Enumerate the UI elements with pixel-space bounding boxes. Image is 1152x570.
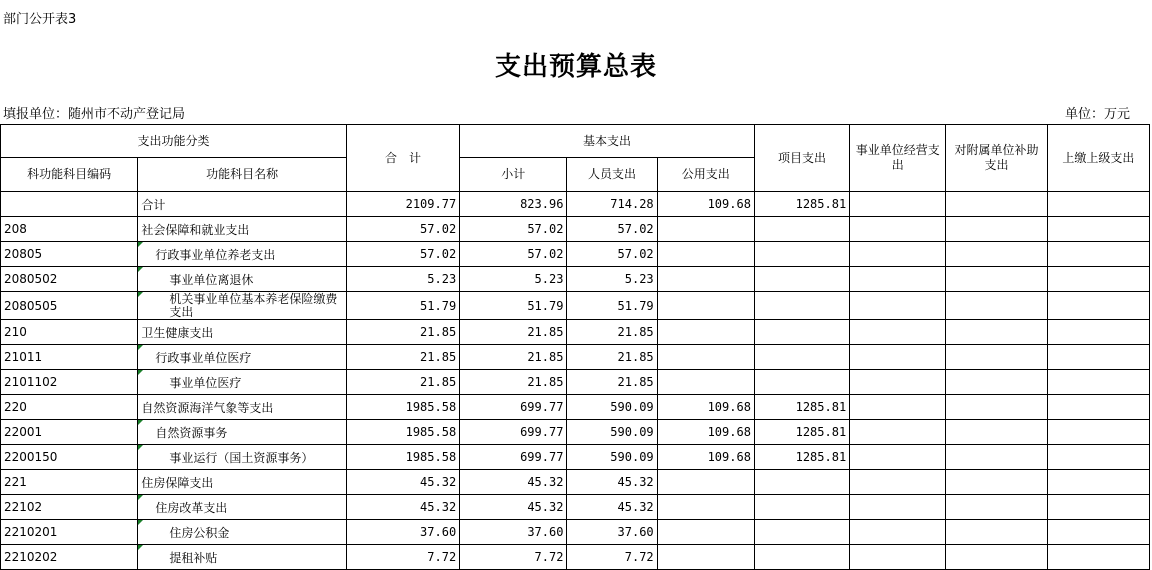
row-upper-cell — [1047, 192, 1149, 217]
row-project-cell — [754, 267, 849, 292]
basic-expenditure-header: 基本支出 — [460, 125, 755, 158]
row-upper-cell — [1047, 292, 1149, 320]
name-header: 功能科目名称 — [138, 158, 347, 192]
row-total-cell: 57.02 — [346, 242, 459, 267]
row-subtotal-cell: 57.02 — [460, 242, 567, 267]
row-name-cell — [138, 495, 347, 520]
row-personnel-cell: 21.85 — [567, 345, 657, 370]
row-public-cell — [657, 292, 754, 320]
row-business-cell — [850, 242, 946, 267]
row-total-cell: 21.85 — [346, 320, 459, 345]
row-project-cell: 1285.81 — [754, 420, 849, 445]
row-subsidy-cell — [946, 395, 1047, 420]
comment-marker-icon — [138, 495, 143, 500]
row-upper-cell — [1047, 345, 1149, 370]
table-row — [1, 217, 1150, 242]
row-subsidy-cell — [946, 520, 1047, 545]
row-subsidy-cell — [946, 470, 1047, 495]
row-public-cell — [657, 470, 754, 495]
row-code-cell: 2080505 — [1, 292, 138, 320]
row-business-cell — [850, 320, 946, 345]
row-name-cell — [138, 520, 347, 545]
table-row — [1, 370, 1150, 395]
row-project-cell — [754, 217, 849, 242]
row-code-cell: 22102 — [1, 495, 138, 520]
row-business-cell — [850, 370, 946, 395]
reporting-unit: 填报单位：随州市不动产登记局 — [3, 107, 186, 122]
row-name-label: 行政事业单位养老支出 — [155, 247, 276, 262]
row-code-cell: 2200150 — [1, 445, 138, 470]
row-name-label: 机关事业单位基本养老保险缴费支出 — [169, 292, 338, 319]
row-code-cell: 210 — [1, 320, 138, 345]
row-subsidy-cell — [946, 192, 1047, 217]
row-subtotal-cell: 37.60 — [460, 520, 567, 545]
row-name-cell — [138, 320, 347, 345]
row-name-label: 自然资源事务 — [155, 425, 228, 440]
row-name-label: 自然资源海洋气象等支出 — [141, 400, 274, 415]
row-public-cell — [657, 520, 754, 545]
row-personnel-cell: 37.60 — [567, 520, 657, 545]
row-name-cell — [138, 445, 347, 470]
row-business-cell — [850, 420, 946, 445]
row-total-cell: 1985.58 — [346, 395, 459, 420]
row-project-cell: 1285.81 — [754, 445, 849, 470]
row-personnel-cell: 590.09 — [567, 395, 657, 420]
row-upper-cell — [1047, 242, 1149, 267]
row-subsidy-cell — [946, 320, 1047, 345]
row-subtotal-cell: 45.32 — [460, 495, 567, 520]
row-code-cell: 2210202 — [1, 545, 138, 570]
comment-marker-icon — [138, 267, 143, 272]
table-row — [1, 345, 1150, 370]
row-code-cell: 20805 — [1, 242, 138, 267]
row-upper-cell — [1047, 320, 1149, 345]
row-business-cell — [850, 520, 946, 545]
row-subtotal-cell: 5.23 — [460, 267, 567, 292]
row-subtotal-cell: 57.02 — [460, 217, 567, 242]
row-total-cell: 7.72 — [346, 545, 459, 570]
row-public-cell: 109.68 — [657, 192, 754, 217]
row-code-cell: 21011 — [1, 345, 138, 370]
row-project-cell — [754, 292, 849, 320]
row-project-cell: 1285.81 — [754, 395, 849, 420]
row-business-cell — [850, 292, 946, 320]
row-name-label: 事业运行（国土资源事务） — [169, 450, 314, 465]
row-total-cell: 37.60 — [346, 520, 459, 545]
table-row — [1, 242, 1150, 267]
row-personnel-cell: 7.72 — [567, 545, 657, 570]
page-title: 支出预算总表 — [494, 52, 657, 82]
row-business-cell — [850, 395, 946, 420]
row-total-cell: 45.32 — [346, 470, 459, 495]
row-public-cell — [657, 495, 754, 520]
row-name-label: 住房改革支出 — [155, 500, 228, 515]
row-business-cell — [850, 345, 946, 370]
row-public-cell — [657, 320, 754, 345]
row-name-cell — [138, 345, 347, 370]
expenditure-budget-table — [0, 124, 1150, 570]
row-subtotal-cell: 699.77 — [460, 420, 567, 445]
row-subsidy-cell — [946, 345, 1047, 370]
row-code-cell — [1, 192, 138, 217]
row-name-label: 行政事业单位医疗 — [155, 350, 252, 365]
row-upper-cell — [1047, 395, 1149, 420]
project-expenditure-header: 项目支出 — [754, 125, 849, 192]
row-business-cell — [850, 470, 946, 495]
code-header: 科功能科目编码 — [1, 158, 138, 192]
row-subsidy-cell — [946, 267, 1047, 292]
row-personnel-cell: 57.02 — [567, 217, 657, 242]
row-total-cell: 21.85 — [346, 345, 459, 370]
row-project-cell — [754, 470, 849, 495]
row-business-cell — [850, 192, 946, 217]
row-public-cell: 109.68 — [657, 445, 754, 470]
comment-marker-icon — [138, 445, 143, 450]
comment-marker-icon — [138, 520, 143, 525]
row-name-cell — [138, 420, 347, 445]
upper-expenditure-header: 上缴上级支出 — [1047, 125, 1149, 192]
row-total-cell: 57.02 — [346, 217, 459, 242]
row-public-cell — [657, 217, 754, 242]
row-business-cell — [850, 495, 946, 520]
row-total-cell: 1985.58 — [346, 420, 459, 445]
table-row — [1, 470, 1150, 495]
row-name-cell — [138, 292, 347, 320]
row-total-cell: 21.85 — [346, 370, 459, 395]
row-subtotal-cell: 21.85 — [460, 370, 567, 395]
row-total-cell: 45.32 — [346, 495, 459, 520]
row-code-cell: 22001 — [1, 420, 138, 445]
row-subtotal-cell: 51.79 — [460, 292, 567, 320]
row-name-label: 提租补贴 — [169, 550, 218, 565]
row-total-cell: 2109.77 — [346, 192, 459, 217]
row-subsidy-cell — [946, 370, 1047, 395]
row-code-cell: 220 — [1, 395, 138, 420]
total-header: 合 计 — [346, 125, 459, 192]
row-upper-cell — [1047, 470, 1149, 495]
row-personnel-cell: 57.02 — [567, 242, 657, 267]
table-row — [1, 292, 1150, 320]
comment-marker-icon — [138, 292, 143, 297]
row-name-cell — [138, 192, 347, 217]
row-subtotal-cell: 7.72 — [460, 545, 567, 570]
table-row — [1, 445, 1150, 470]
row-upper-cell — [1047, 217, 1149, 242]
comment-marker-icon — [138, 345, 143, 350]
row-name-cell — [138, 217, 347, 242]
table-row — [1, 320, 1150, 345]
row-total-cell: 1985.58 — [346, 445, 459, 470]
table-row — [1, 395, 1150, 420]
row-code-cell: 2080502 — [1, 267, 138, 292]
row-subsidy-cell — [946, 420, 1047, 445]
row-code-cell: 208 — [1, 217, 138, 242]
row-project-cell — [754, 242, 849, 267]
row-name-cell — [138, 370, 347, 395]
row-subtotal-cell: 21.85 — [460, 345, 567, 370]
table-row — [1, 520, 1150, 545]
row-name-label: 合计 — [141, 197, 166, 212]
currency-unit: 单位：万元 — [1064, 107, 1130, 122]
row-business-cell — [850, 267, 946, 292]
row-name-cell — [138, 267, 347, 292]
comment-marker-icon — [138, 420, 143, 425]
row-personnel-cell: 21.85 — [567, 320, 657, 345]
row-subtotal-cell: 699.77 — [460, 445, 567, 470]
row-business-cell — [850, 445, 946, 470]
row-name-cell — [138, 242, 347, 267]
row-total-cell: 5.23 — [346, 267, 459, 292]
row-project-cell — [754, 520, 849, 545]
row-code-cell: 2210201 — [1, 520, 138, 545]
row-subtotal-cell: 823.96 — [460, 192, 567, 217]
row-name-label: 住房保障支出 — [141, 475, 214, 490]
row-public-cell — [657, 370, 754, 395]
row-public-cell — [657, 242, 754, 267]
row-personnel-cell: 21.85 — [567, 370, 657, 395]
public-header: 公用支出 — [657, 158, 754, 192]
row-name-label: 事业单位离退休 — [169, 272, 254, 287]
table-row — [1, 267, 1150, 292]
row-upper-cell — [1047, 267, 1149, 292]
row-business-cell — [850, 217, 946, 242]
row-subtotal-cell: 699.77 — [460, 395, 567, 420]
business-expenditure-header: 事业单位经营支出 — [850, 125, 946, 192]
row-upper-cell — [1047, 420, 1149, 445]
row-code-cell: 221 — [1, 470, 138, 495]
row-name-label: 卫生健康支出 — [141, 325, 214, 340]
row-public-cell: 109.68 — [657, 395, 754, 420]
row-project-cell: 1285.81 — [754, 192, 849, 217]
row-code-cell: 2101102 — [1, 370, 138, 395]
row-name-label: 事业单位医疗 — [169, 375, 242, 390]
row-personnel-cell: 714.28 — [567, 192, 657, 217]
comment-marker-icon — [138, 545, 143, 550]
comment-marker-icon — [138, 370, 143, 375]
row-name-label: 社会保障和就业支出 — [141, 222, 250, 237]
row-personnel-cell: 51.79 — [567, 292, 657, 320]
row-subsidy-cell — [946, 242, 1047, 267]
row-subtotal-cell: 45.32 — [460, 470, 567, 495]
row-upper-cell — [1047, 370, 1149, 395]
row-project-cell — [754, 495, 849, 520]
table-row — [1, 420, 1150, 445]
row-personnel-cell: 45.32 — [567, 495, 657, 520]
sheet-label: 部门公开表3 — [3, 12, 77, 27]
row-subsidy-cell — [946, 217, 1047, 242]
row-name-cell — [138, 395, 347, 420]
row-public-cell — [657, 345, 754, 370]
row-upper-cell — [1047, 445, 1149, 470]
comment-marker-icon — [138, 242, 143, 247]
header-row-1 — [1, 125, 1150, 158]
row-public-cell — [657, 267, 754, 292]
row-subsidy-cell — [946, 445, 1047, 470]
row-name-label: 住房公积金 — [169, 525, 230, 540]
row-personnel-cell: 590.09 — [567, 445, 657, 470]
row-upper-cell — [1047, 520, 1149, 545]
row-name-cell — [138, 470, 347, 495]
subsidy-expenditure-header: 对附属单位补助支出 — [946, 125, 1047, 192]
table-row — [1, 192, 1150, 217]
row-subsidy-cell — [946, 292, 1047, 320]
row-project-cell — [754, 345, 849, 370]
row-total-cell: 51.79 — [346, 292, 459, 320]
row-subsidy-cell — [946, 495, 1047, 520]
row-personnel-cell: 590.09 — [567, 420, 657, 445]
row-upper-cell — [1047, 495, 1149, 520]
table-row — [1, 495, 1150, 520]
personnel-header: 人员支出 — [567, 158, 657, 192]
row-public-cell: 109.68 — [657, 420, 754, 445]
row-personnel-cell: 5.23 — [567, 267, 657, 292]
subtotal-header: 小计 — [460, 158, 567, 192]
row-project-cell — [754, 370, 849, 395]
row-project-cell — [754, 320, 849, 345]
row-subtotal-cell: 21.85 — [460, 320, 567, 345]
row-personnel-cell: 45.32 — [567, 470, 657, 495]
func-class-header: 支出功能分类 — [1, 125, 347, 158]
